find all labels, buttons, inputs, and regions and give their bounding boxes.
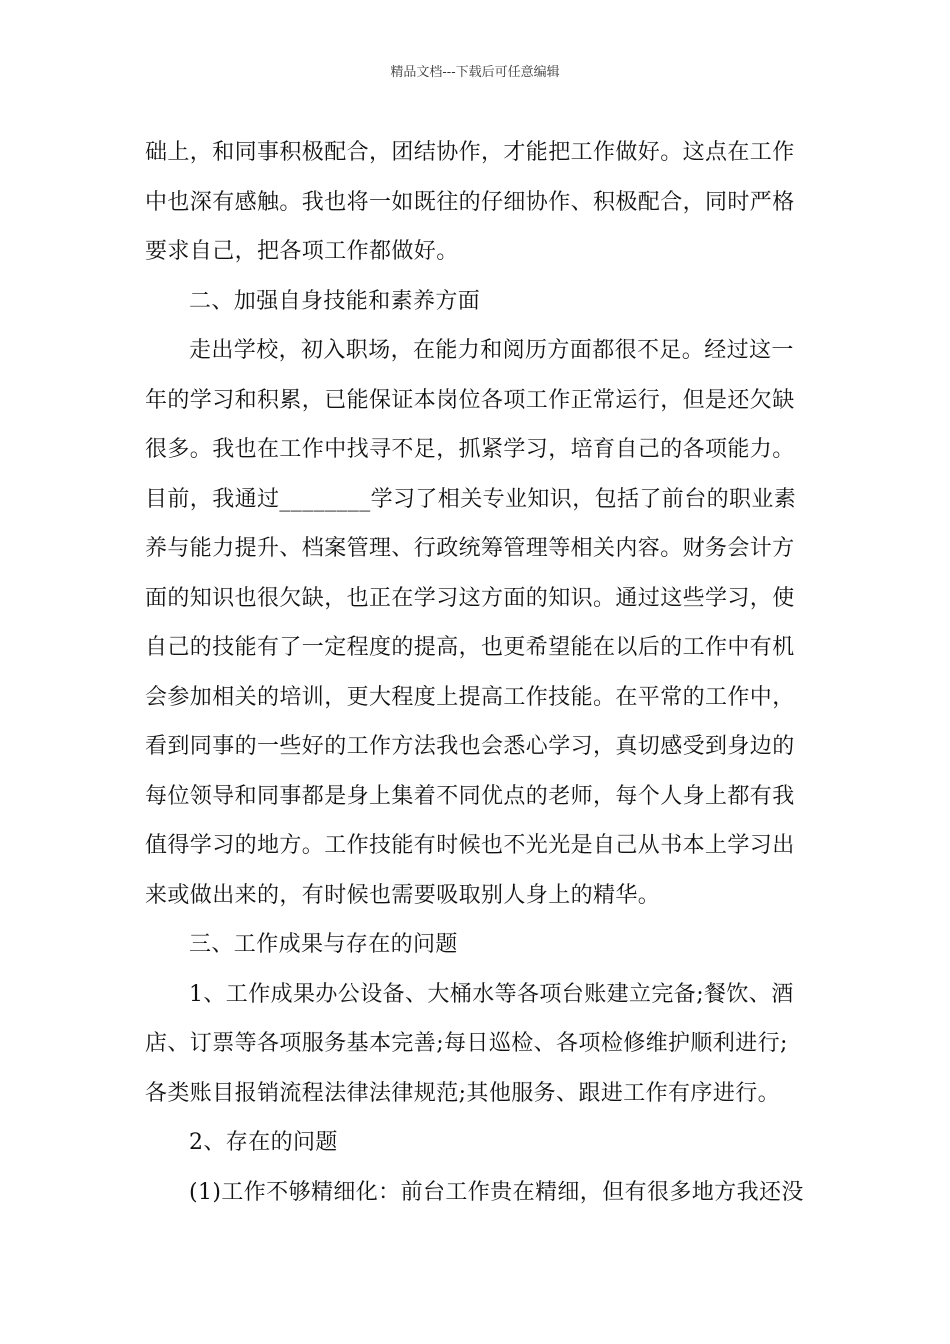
body-line: (1)工作不够精细化：前台工作贵在精细，但有很多地方我还没: [189, 1179, 804, 1205]
body-line: 值得学习的地方。工作技能有时候也不光光是自己从书本上学习出: [145, 833, 795, 858]
body-line: 养与能力提升、档案管理、行政统筹管理等相关内容。财务会计方: [145, 536, 795, 561]
body-line: 础上，和同事积极配合，团结协作，才能把工作做好。这点在工作: [145, 140, 795, 165]
section-heading: 三、工作成果与存在的问题: [189, 932, 458, 957]
page-header: 精品文档---下载后可任意编辑: [390, 65, 560, 80]
body-line: 目前，我通过________学习了相关专业知识，包括了前台的职业素: [145, 486, 797, 512]
body-line: 每位领导和同事都是身上集着不同优点的老师，每个人身上都有我: [145, 783, 795, 809]
body-line: 要求自己，把各项工作都做好。: [145, 239, 459, 264]
subsection-heading: 2、存在的问题: [189, 1130, 338, 1155]
body-line: 会参加相关的培训，更大程度上提高工作技能。在平常的工作中，: [145, 684, 795, 710]
body-line: 走出学校，初入职场，在能力和阅历方面都很不足。经过这一: [189, 338, 794, 363]
section-heading: 二、加强自身技能和素养方面: [189, 288, 481, 314]
body-line: 来或做出来的，有时候也需要吸取别人身上的精华。: [145, 882, 661, 908]
body-line: 自己的技能有了一定程度的提高，也更希望能在以后的工作中有机: [145, 635, 795, 660]
body-line: 中也深有感触。我也将一如既往的仔细协作、积极配合，同时严格: [145, 189, 795, 215]
body-line: 年的学习和积累，已能保证本岗位各项工作正常运行，但是还欠缺: [145, 387, 795, 413]
body-line: 1、工作成果办公设备、大桶水等各项台账建立完备;餐饮、酒: [189, 981, 794, 1007]
body-line: 看到同事的一些好的工作方法我也会悉心学习，真切感受到身边的: [145, 734, 795, 759]
body-line: 很多。我也在工作中找寻不足，抓紧学习，培育自己的各项能力。: [145, 437, 795, 462]
body-line: 面的知识也很欠缺，也正在学习这方面的知识。通过这些学习，使: [145, 585, 795, 611]
body-line: 各类账目报销流程法律法律规范;其他服务、跟进工作有序进行。: [145, 1080, 781, 1106]
body-line: 店、订票等各项服务基本完善;每日巡检、各项检修维护顺利进行;: [145, 1031, 788, 1056]
document-body: [145, 128, 807, 1217]
